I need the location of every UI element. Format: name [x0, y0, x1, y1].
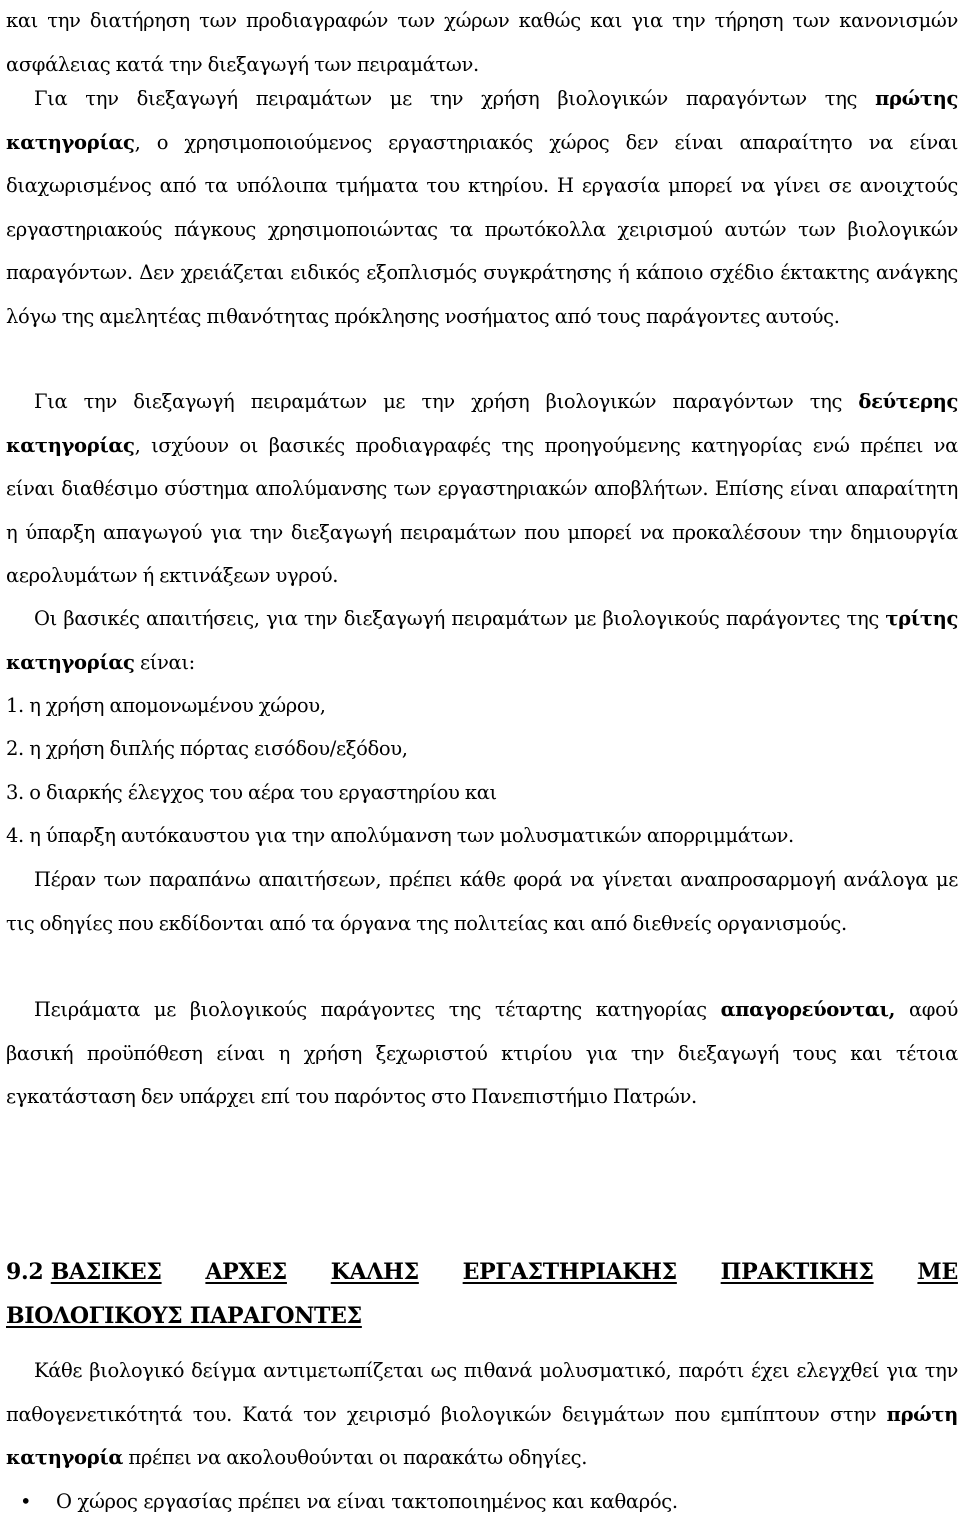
category-2-text-end: , ισχύουν οι βασικές προδιαγραφές της προηγούμενης κατηγορίας ενώ πρέπει να είναι διαθέσιμο σύστημα απολύμανσης των εργαστηριακών αποβλήτων. Επίσης είναι απαραίτητη η ύπαρξη απαγωγού για την διεξαγωγή πειραμάτων που μπορεί να προκαλέσουν την δημιουργία αερολυμάτων ή εκτινάξεων υγρού.: [6, 433, 958, 587]
update-paragraph: [6, 858, 958, 945]
sample-paragraph: [6, 1349, 958, 1480]
category-4-text-start: Πειράματα με βιολογικούς παράγοντες της τέταρτης κατηγορίας: [34, 998, 721, 1021]
section-number: 9.2: [6, 1259, 44, 1285]
category-4-paragraph: [6, 988, 958, 1119]
category-4-text-end: αφού βασική προϋπόθεση είναι η χρήση ξεχωριστού κτιρίου για την διεξαγωγή τους και τέτοια εγκατάσταση δεν υπάρχει επί του παρόντος στο Πανεπιστήμιο Πατρών.: [6, 998, 958, 1108]
category-1-paragraph: [6, 77, 958, 338]
section-heading-line-1: [6, 1250, 958, 1294]
section-title-continued: ΒΙΟΛΟΓΙΚΟΥΣ ΠΑΡΑΓΟΝΤΕΣ: [6, 1303, 362, 1329]
section-title-word: ΑΡΧΕΣ: [205, 1259, 287, 1285]
intro-paragraph: [6, 0, 958, 86]
section-title-word: ΚΑΛΗΣ: [330, 1259, 419, 1285]
section-title-word: ΕΡΓΑΣΤΗΡΙΑΚΗΣ: [462, 1259, 677, 1285]
category-3-text-start: Οι βασικές απαιτήσεις, για την διεξαγωγή πειραμάτων με βιολογικούς παράγοντες της: [34, 607, 886, 630]
category-2-paragraph: [6, 380, 958, 598]
category-3-paragraph: [6, 597, 958, 684]
requirement-item: 4. η ύπαρξη αυτόκαυστου για την απολύμανση των μολυσματικών απορριμμάτων.: [6, 824, 794, 847]
bullet-icon: •: [20, 1490, 32, 1513]
category-2-text-start: Για την διεξαγωγή πειραμάτων με την χρήση βιολογικών παραγόντων της: [34, 390, 859, 413]
intro-text: και την διατήρηση των προδιαγραφών των χώρων καθώς και για την τήρηση των κανονισμών ασφάλειας κατά την διεξαγωγή των πειραμάτων.: [6, 9, 958, 76]
category-1-emphasis: πρώτης κατηγορίας: [6, 87, 958, 154]
sample-text-start: Κάθε βιολογικό δείγμα αντιμετωπίζεται ως πιθανά μολυσματικό, παρότι έχει ελεγχθεί για την παθογενετικότητά του. Κατά τον χειρισμό βιολογικών δειγμάτων που εμπίπτουν στην: [6, 1359, 958, 1426]
update-text: Πέραν των παραπάνω απαιτήσεων, πρέπει κάθε φορά να γίνεται αναπροσαρμογή ανάλογα με τις οδηγίες που εκδίδονται από τα όργανα της πολιτείας και από διεθνείς οργανισμούς.: [6, 868, 958, 935]
category-1-text-start: Για την διεξαγωγή πειραμάτων με την χρήση βιολογικών παραγόντων της: [34, 87, 876, 110]
section-title-word: ΒΑΣΙΚΕΣ: [50, 1259, 162, 1285]
section-heading-first: [6, 1250, 162, 1294]
section-heading: [6, 1250, 958, 1338]
requirement-item: 2. η χρήση διπλής πόρτας εισόδου/εξόδου,: [6, 737, 408, 760]
section-heading-line-2: [6, 1294, 958, 1338]
sample-text-end: πρέπει να ακολουθούνται οι παρακάτω οδηγίες.: [123, 1446, 588, 1469]
requirement-item: 1. η χρήση απομονωμένου χώρου,: [6, 694, 326, 717]
category-2-emphasis: δεύτερης κατηγορίας: [6, 390, 958, 457]
category-3-text-end: είναι:: [134, 650, 195, 674]
section-title-word: ΠΡΑΚΤΙΚΗΣ: [720, 1259, 874, 1285]
bullet-item: Ο χώρος εργασίας πρέπει να είναι τακτοποιημένος και καθαρός.: [56, 1490, 678, 1513]
category-4-emphasis: απαγορεύονται,: [720, 998, 896, 1021]
sample-emphasis: πρώτη κατηγορία: [6, 1402, 958, 1469]
category-3-emphasis: τρίτης κατηγορίας: [6, 607, 958, 674]
section-title-word: ΜΕ: [917, 1259, 958, 1285]
requirement-item: 3. ο διαρκής έλεγχος του αέρα του εργαστηρίου και: [6, 781, 497, 804]
category-1-text-end: , ο χρησιμοποιούμενος εργαστηριακός χώρος δεν είναι απαραίτητο να είναι διαχωρισμένος από τα υπόλοιπα τμήματα του κτηρίου. Η εργασία μπορεί να γίνει σε ανοιχτούς εργαστηριακούς πάγκους χρησιμοποιώντας τα πρωτόκολλα χειρισμού αυτών των βιολογικών παραγόντων. Δεν χρειάζεται ειδικός εξοπλισμός συγκράτησης ή κάποιο σχέδιο έκτακτης ανάγκης λόγω της αμελητέας πιθανότητας πρόκλησης νοσήματος από τους παράγοντες αυτούς.: [6, 130, 958, 328]
